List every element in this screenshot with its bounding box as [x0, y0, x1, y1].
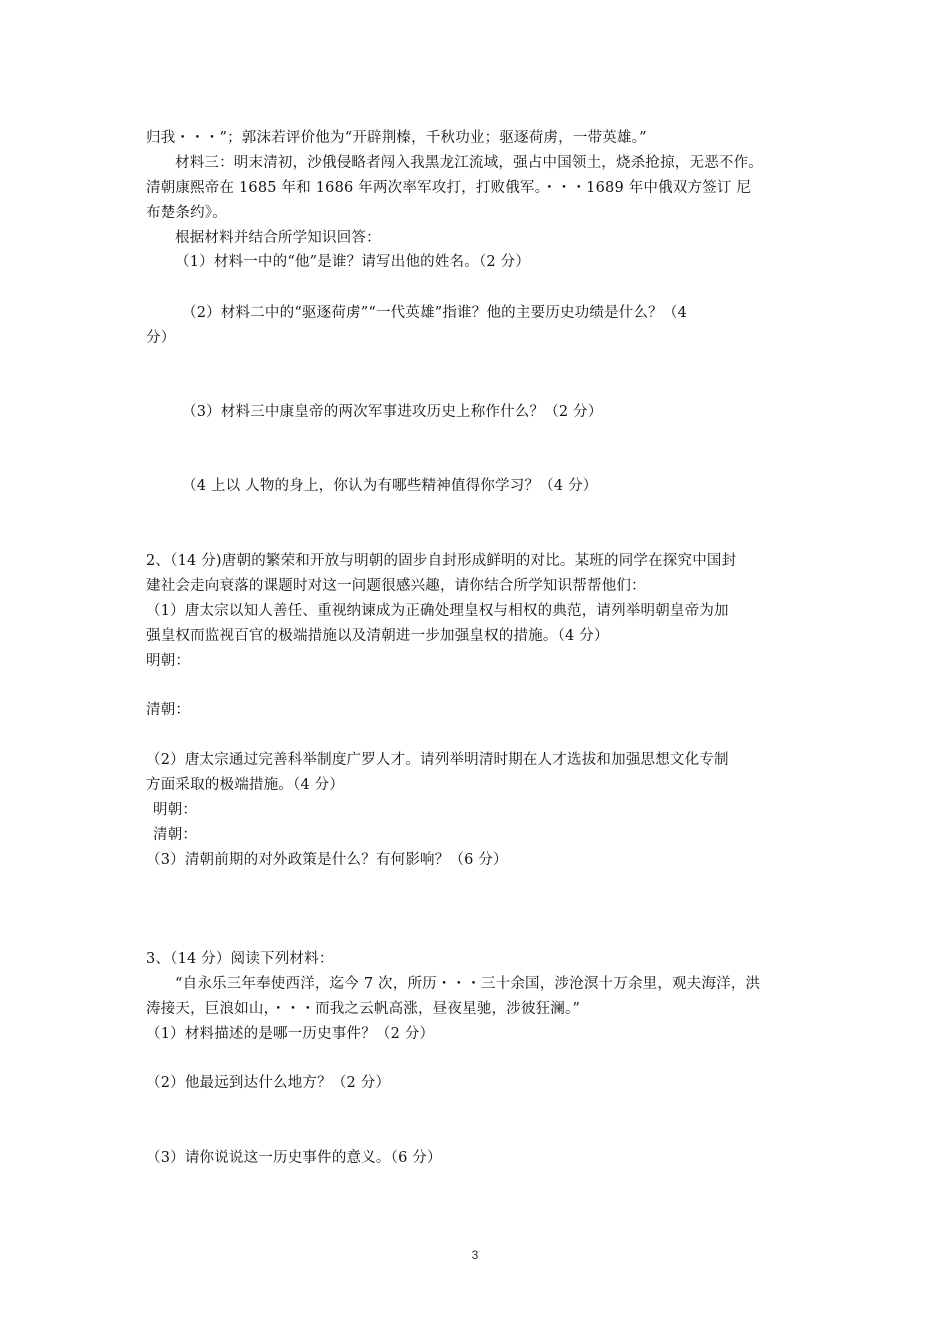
question-1-3: （3）材料三中康皇帝的两次军事进攻历史上称作什么？（2 分） — [182, 404, 603, 420]
question-2-intro-continued: 建社会走向衰落的课题时对这一问题很感兴趣，请你结合所学知识帮帮他们： — [146, 578, 646, 594]
question-3-3: （3）请你说说这一历史事件的意义。（6 分） — [146, 1150, 442, 1166]
answer-label-ming-2: 明朝： — [153, 802, 198, 818]
question-1-2: （2）材料二中的“驱逐荷虏”“一代英雄”指谁？他的主要历史功绩是什么？（4 — [182, 305, 687, 321]
page-number: 3 — [471, 1248, 479, 1262]
material-quote-continued: 涛接天，巨浪如山，・・・而我之云帆高涨，昼夜星驰，涉彼狂澜。” — [146, 1001, 581, 1017]
question-2-1: （1）唐太宗以知人善任、重视纳谏成为正确处理皇权与相权的典范，请列举明朝皇帝为加 — [146, 603, 729, 619]
question-1-4: （4 上以 人物的身上，你认为有哪些精神值得你学习？（4 分） — [182, 478, 598, 494]
question-2-2-continued: 方面采取的极端措施。（4 分） — [146, 777, 345, 793]
text-line-4: 布楚条约》。 — [146, 205, 227, 221]
question-3-1: （1）材料描述的是哪一历史事件？（2 分） — [146, 1026, 435, 1042]
question-2-intro: 2、（14 分)唐朝的繁荣和开放与明朝的固步自封形成鲜明的对比。某班的同学在探究中国封 — [146, 553, 737, 569]
question-3-intro: 3、（14 分）阅读下列材料： — [146, 951, 334, 967]
text-line-5: 根据材料并结合所学知识回答： — [175, 230, 381, 246]
question-1-1: （1）材料一中的“他”是谁？请写出他的姓名。（2 分） — [175, 254, 531, 270]
question-1-2-continued: 分） — [146, 330, 176, 346]
question-2-3: （3）清朝前期的对外政策是什么？有何影响？（6 分） — [146, 852, 508, 868]
text-line-2: 材料三：明末清初，沙俄侵略者闯入我黑龙江流域，强占中国领土，烧杀抢掠，无恶不作。 — [175, 155, 763, 171]
text-line-1: 归我・・・”；郭沫若评价他为“开辟荆榛，千秋功业；驱逐荷虏，一带英雄。” — [146, 130, 647, 146]
answer-label-qing-2: 清朝： — [153, 827, 198, 843]
question-2-2: （2）唐太宗通过完善科举制度广罗人才。请列举明清时期在人才选拔和加强思想文化专制 — [146, 752, 729, 768]
answer-label-ming-1: 明朝： — [146, 653, 191, 669]
answer-label-qing-1: 清朝： — [146, 702, 191, 718]
text-line-3: 清朝康熙帝在 1685 年和 1686 年两次率军攻打，打败俄军。・・・1689 年中俄双方签订 尼 — [146, 180, 752, 196]
question-3-2: （2）他最远到达什么地方？（2 分） — [146, 1075, 391, 1091]
question-2-1-continued: 强皇权而监视百官的极端措施以及清朝进一步加强皇权的措施。（4 分） — [146, 628, 609, 644]
material-quote: “自永乐三年奉使西洋，迄今 7 次，所历・・・三十余国，涉沧溟十万余里，观夫海洋，洪 — [175, 976, 761, 992]
